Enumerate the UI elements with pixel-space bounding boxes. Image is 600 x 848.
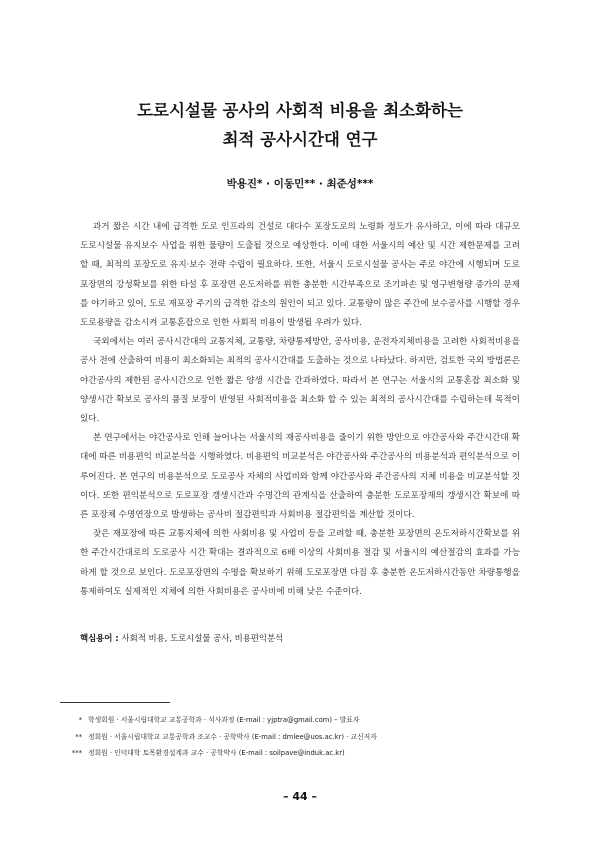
footnote-mark: **: [75, 732, 82, 741]
footnote-divider: [60, 702, 170, 703]
keywords-value: 사회적 비용, 도로시설물 공사, 비용편익분석: [121, 633, 284, 643]
abstract-paragraph: 잦은 재포장에 따른 교통지체에 의한 사회비용 및 사업비 등을 고려할 때, 충분한 포장면의 온도저하시간확보를 위한 주간시간대로의 도로공사 시간 확대는 결과적으로 6배 이상의 사회비용 절감 및 서울시의 예산절감의 효과를 가능하게 할 것으로 보인다. 도로포장면의 수명을 확보하기 위해 도로포장면 다짐 후 충분한 온도저하시간동안 차량통행을 통제하여도 실제적인 지체에 의한 사회비용은 공사비에 비해 낮은 수준이다.: [80, 529, 520, 597]
abstract-paragraph: 국외에서는 여러 공사시간대의 교통지체, 교통량, 차량통제방안, 공사비용, 운전자지체비용을 고려한 사회적비용을 공사 전에 산출하여 비용이 최소화되는 최적의 공사시간대를 도출하는 것으로 나타났다. 하지만, 검토한 국외 방법론은 야간공사의 제한된 공사시간으로 인한 짧은 양생 시간을 간과하였다. 따라서 본 연구는 서울시의 교통혼잡 최소화 및 양생시간 확보로 공사의 품질 보장이 반영된 사회적비용을 최소화 할 수 있는 최적의 공사시간대를 수립하는데 목적이 있다.: [80, 337, 520, 425]
title-line-2: 최적 공사시간대 연구: [222, 130, 378, 149]
footnote-mark: ***: [71, 749, 82, 757]
footnote-text: 정회원 · 서울시립대학교 교통공학과 조교수 · 공학박사 (E-mail : dmlee@uos.ac.kr) · 교신저자: [88, 732, 377, 741]
abstract-paragraph: 본 연구에서는 야간공사로 인해 늘어나는 서울시의 재공사비용을 줄이기 위한 방안으로 야간공사와 주간시간대 확대에 따른 비용편익 비교분석을 시행하였다. 비용편익 비교분석은 야간공사와 주간공사의 비용분석과 편익분석으로 이루어진다. 본 연구의 비용분석으로 도로공사 자체의 사업비와 함께 야간공사와 주간공사의 지체 비용을 비교분석할 것이다. 또한 편익분석으로 도로포장 갱생시간과 수명간의 관계식을 산출하여 충분한 도로포장재의 갱생시간 확보에 따른 포장체 수명연장으로 발생하는 공사비 절감편익과 사회비용 절감편익을 계산할 것이다.: [80, 433, 520, 521]
footnote-text: 정회원 · 인덕대학 토목환경설계과 교수 · 공학박사 (E-mail : soilpave@induk.ac.kr): [88, 749, 345, 757]
footnotes: [68, 712, 538, 762]
title-line-1: 도로시설물 공사의 사회적 비용을 최소화하는: [137, 101, 463, 120]
keywords-label: 핵심용어 :: [80, 633, 122, 643]
keywords: [80, 632, 283, 644]
paper-title: [60, 96, 540, 154]
footnote: [68, 712, 538, 729]
footnote: [68, 729, 538, 746]
footnote: [68, 745, 538, 762]
abstract-paragraph: 과거 짧은 시간 내에 급격한 도로 인프라의 건설로 대다수 포장도로의 노령화 정도가 유사하고, 이에 따라 대규모 도로시설물 유지보수 사업을 위한 물량이 도출될 것으로 예상한다. 이에 대한 서울시의 예산 및 시간 제한문제를 고려할 때, 최적의 포장도로 유지·보수 전략 수립이 필요하다. 또한, 서울시 도로시설물 공사는 주로 야간에 시행되며 도로포장면의 강성확보를 위한 타설 후 포장면 온도저하를 위한 충분한 시간부족으로 조기파손 및 영구변형량 증가의 문제를 야기하고 있어, 도로 재포장 주기의 급격한 감소의 원인이 되고 있다. 교통량이 많은 주간에 보수공사를 시행할 경우 도로용량을 감소시켜 교통혼잡으로 인한 사회적 비용이 발생될 우려가 있다.: [80, 222, 520, 329]
author-list: 박용진* · 이동민** · 최준성***: [226, 178, 374, 190]
page-number: – 44 –: [283, 790, 317, 803]
footnote-mark: *: [78, 716, 82, 724]
abstract: [80, 218, 520, 602]
footnote-text: 학생회원 · 서울시립대학교 교통공학과 · 석사과정 (E-mail : yjptra@gmail.com) – 발표자: [88, 716, 360, 724]
